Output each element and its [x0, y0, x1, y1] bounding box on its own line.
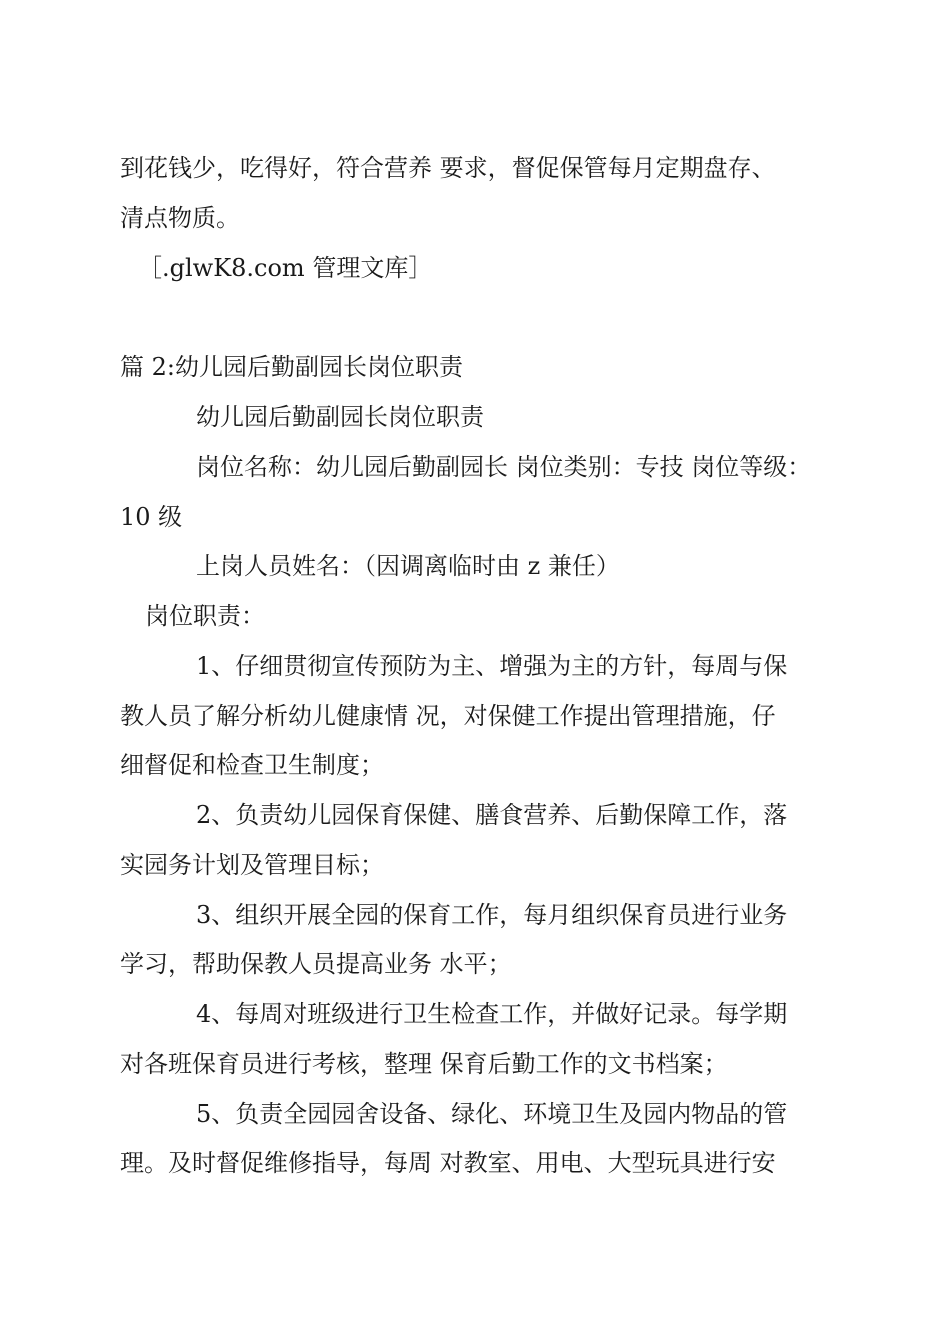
- text-line: 4、每周对班级进行卫生检查工作，并做好记录。每学期: [196, 1000, 788, 1028]
- text-line: 到花钱少，吃得好，符合营养 要求，督促保管每月定期盘存、: [120, 154, 776, 182]
- text-line: 学习，帮助保教人员提高业务 水平；: [120, 950, 512, 978]
- text-line: 1、仔细贯彻宣传预防为主、增强为主的方针，每周与保: [196, 652, 788, 680]
- text-line: 上岗人员姓名：（因调离临时由 z 兼任）: [196, 552, 620, 580]
- source-note: ［.glwK8.com 管理文库］: [138, 254, 433, 282]
- text-line: 教人员了解分析幼儿健康情 况，对保健工作提出管理措施，仔: [120, 702, 776, 730]
- text-line: 对各班保育员进行考核，整理 保育后勤工作的文书档案；: [120, 1050, 728, 1078]
- text-line: 3、组织开展全园的保育工作，每月组织保育员进行业务: [196, 901, 788, 929]
- subheading: 岗位职责：: [145, 602, 265, 630]
- text-line: 10 级: [120, 503, 183, 531]
- text-line: 实园务计划及管理目标；: [120, 851, 384, 879]
- text-line: 5、负责全园园舍设备、绿化、环境卫生及园内物品的管: [196, 1100, 788, 1128]
- text-line: 细督促和检查卫生制度；: [120, 751, 384, 779]
- text-line: 理。及时督促维修指导，每周 对教室、用电、大型玩具进行安: [120, 1149, 776, 1177]
- section-title: 幼儿园后勤副园长岗位职责: [196, 403, 484, 431]
- text-line: 岗位名称：幼儿园后勤副园长 岗位类别：专技 岗位等级：: [196, 453, 812, 481]
- section-heading: 篇 2:幼儿园后勤副园长岗位职责: [120, 353, 463, 381]
- text-line: 2、负责幼儿园保育保健、膳食营养、后勤保障工作，落: [196, 801, 788, 829]
- text-line: 清点物质。: [120, 204, 240, 232]
